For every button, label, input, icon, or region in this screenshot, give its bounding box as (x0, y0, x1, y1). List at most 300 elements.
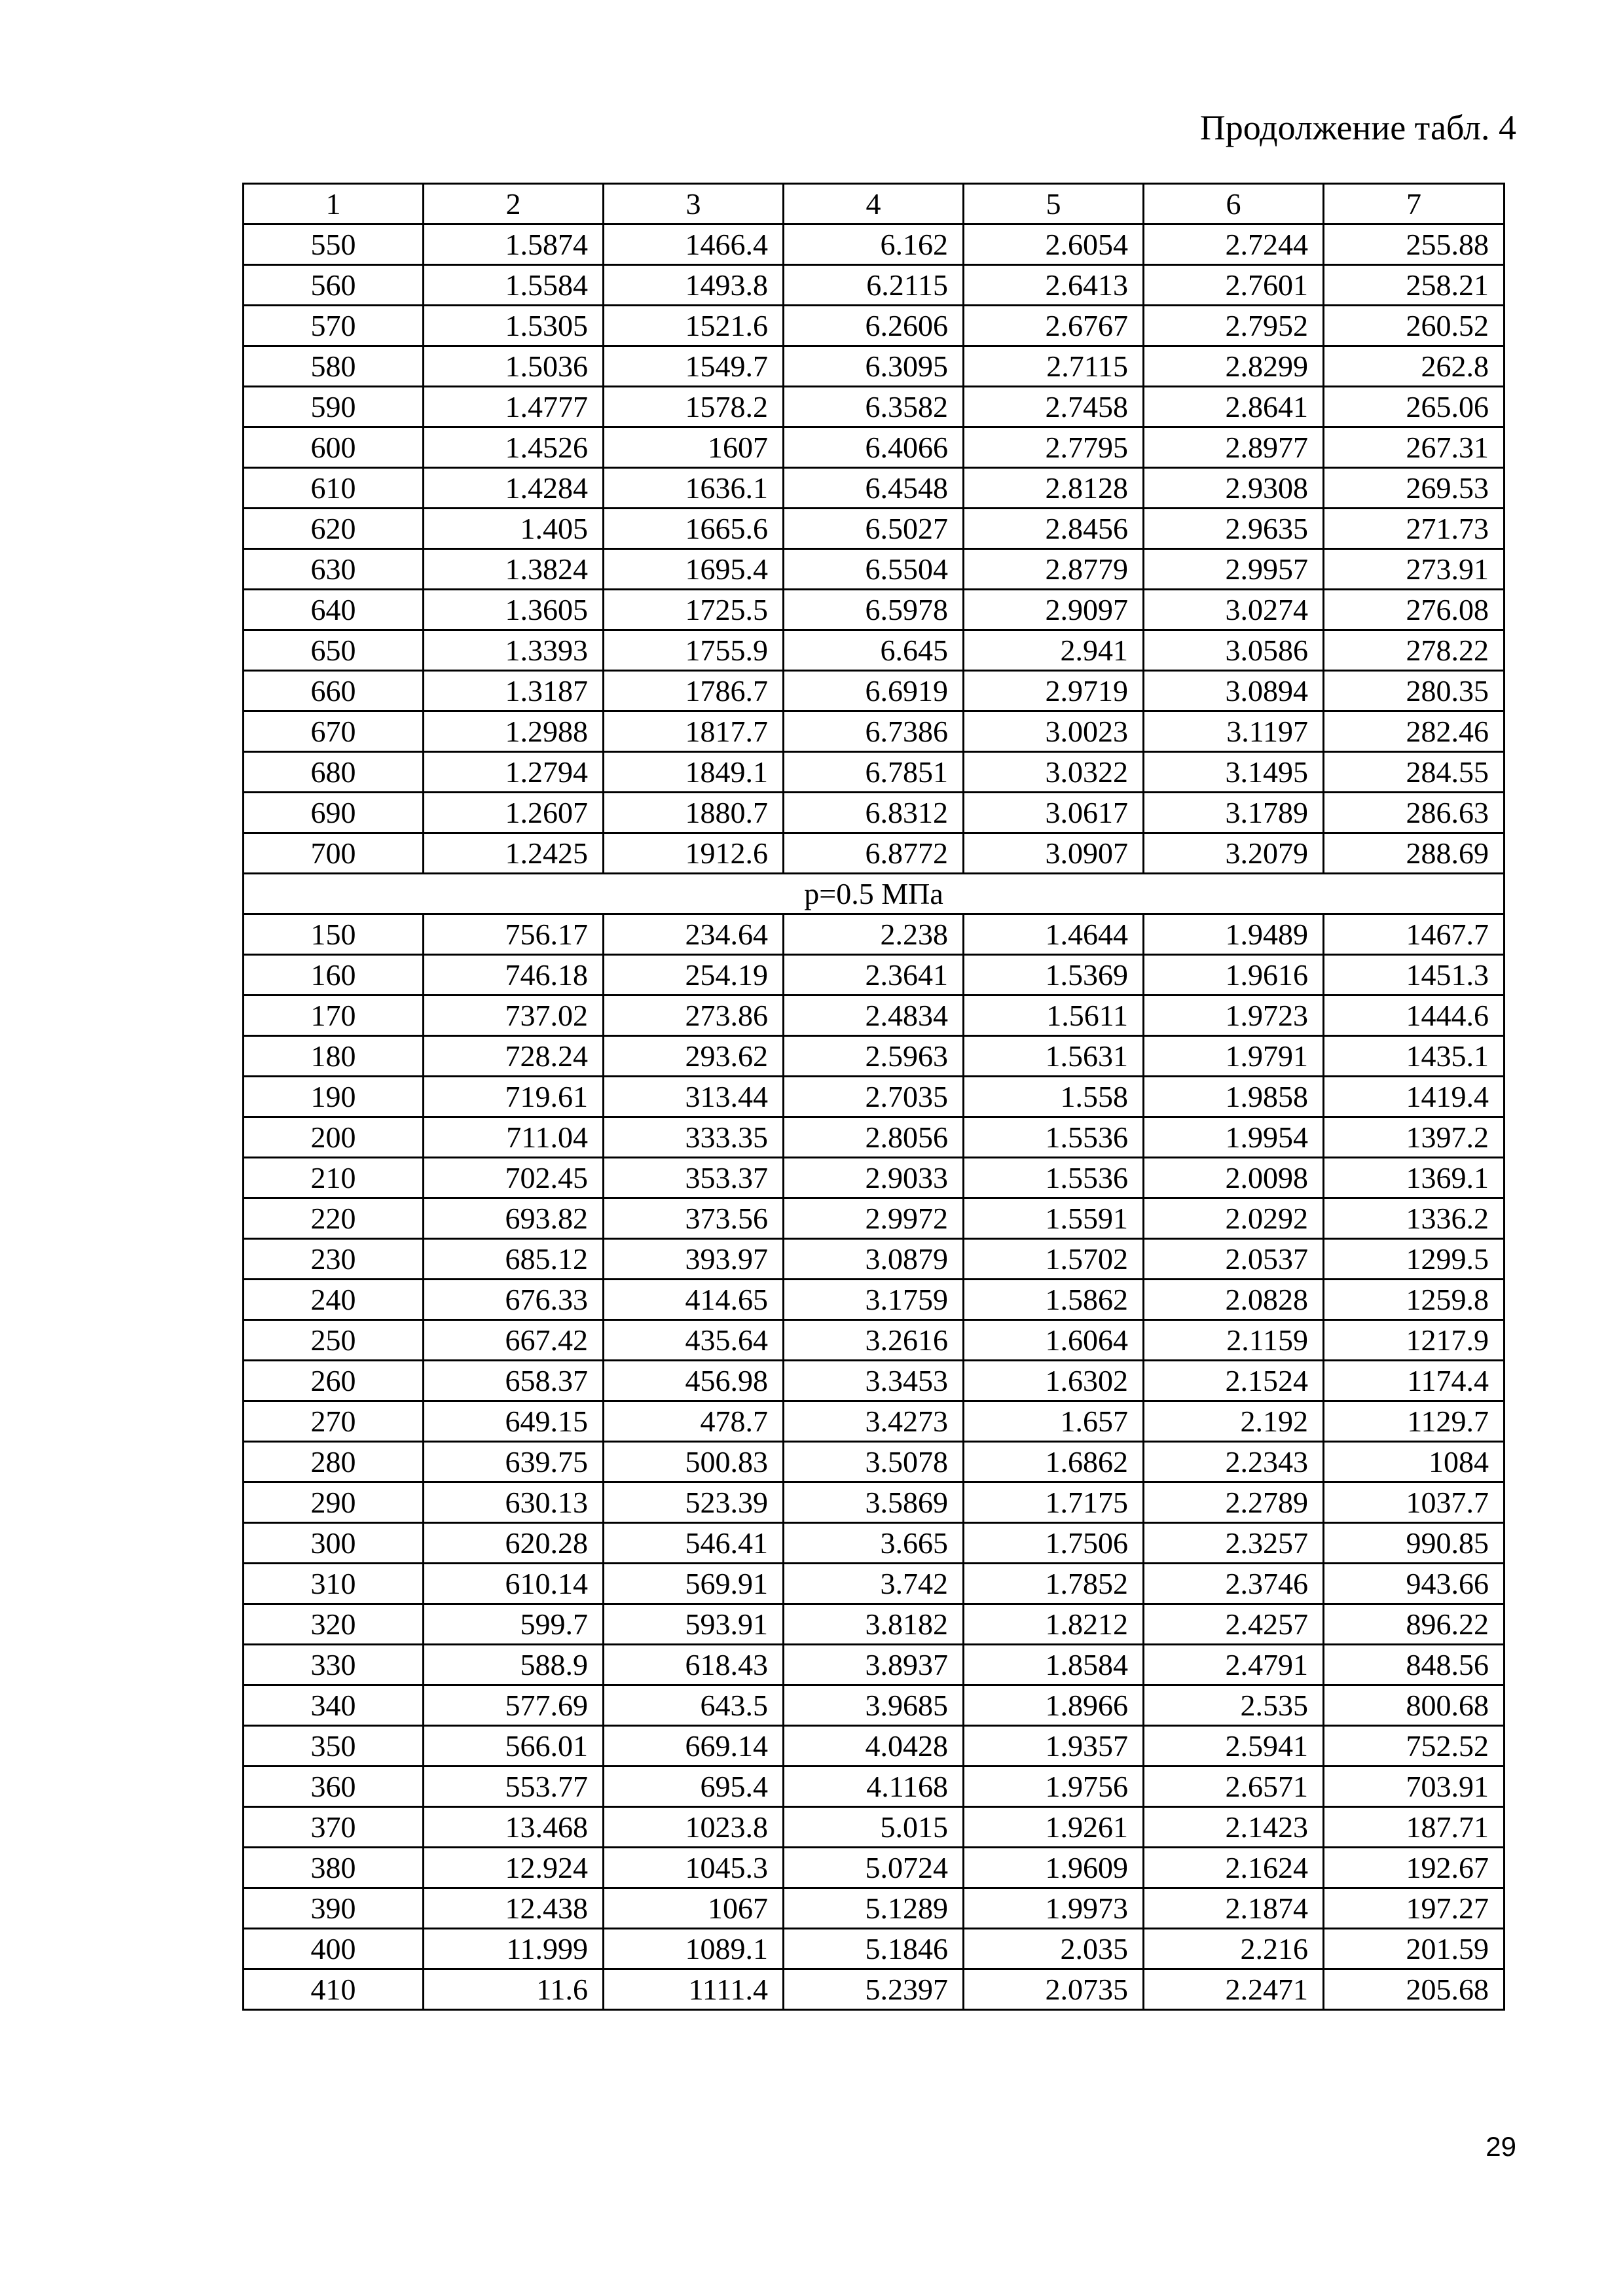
table-cell: 380 (244, 1848, 424, 1888)
table-cell: 240 (244, 1280, 424, 1320)
table-cell: 1111.4 (604, 1969, 784, 2010)
table-row (244, 387, 1504, 427)
table-cell: 11.999 (424, 1929, 604, 1969)
table-cell: 230 (244, 1239, 424, 1280)
table-cell: 234.64 (604, 914, 784, 955)
table-cell: 1.8966 (964, 1685, 1144, 1726)
table-cell: 588.9 (424, 1645, 604, 1685)
table-cell: 570 (244, 306, 424, 346)
table-cell: 393.97 (604, 1239, 784, 1280)
table-cell: 1.2794 (424, 752, 604, 793)
table-cell: 180 (244, 1036, 424, 1077)
table-cell: 566.01 (424, 1726, 604, 1767)
table-cell: 2.8456 (964, 509, 1144, 549)
table-cell: 1817.7 (604, 711, 784, 752)
table-cell: 2.2471 (1144, 1969, 1324, 2010)
table-cell: 4.0428 (784, 1726, 964, 1767)
table-cell: 2.7601 (1144, 265, 1324, 306)
table-row (244, 1198, 1504, 1239)
table-cell: 3.0879 (784, 1239, 964, 1280)
table-cell: 210 (244, 1158, 424, 1198)
table-cell: 13.468 (424, 1807, 604, 1848)
table-cell: 3.5869 (784, 1482, 964, 1523)
table-cell: 1.7175 (964, 1482, 1144, 1523)
table-cell: 690 (244, 793, 424, 833)
table-cell: 1369.1 (1324, 1158, 1504, 1198)
table-row (244, 427, 1504, 468)
table-cell: 270 (244, 1401, 424, 1442)
table-cell: 1695.4 (604, 549, 784, 590)
data-table (242, 183, 1505, 2011)
table-cell: 353.37 (604, 1158, 784, 1198)
table-cell: 2.7952 (1144, 306, 1324, 346)
table-cell: 848.56 (1324, 1645, 1504, 1685)
table-row (244, 711, 1504, 752)
table-cell: 265.06 (1324, 387, 1504, 427)
table-cell: 800.68 (1324, 1685, 1504, 1726)
table-cell: 590 (244, 387, 424, 427)
table-cell: 187.71 (1324, 1807, 1504, 1848)
table-cell: 1466.4 (604, 224, 784, 265)
table-cell: 2.0537 (1144, 1239, 1324, 1280)
table-cell: 333.35 (604, 1117, 784, 1158)
table-cell: 4.1168 (784, 1767, 964, 1807)
table-cell: 1.9791 (1144, 1036, 1324, 1077)
table-cell: 1912.6 (604, 833, 784, 874)
table-cell: 5.1846 (784, 1929, 964, 1969)
table-cell: 896.22 (1324, 1604, 1504, 1645)
table-cell: 6.5027 (784, 509, 964, 549)
table-cell: 258.21 (1324, 265, 1504, 306)
table-cell: 340 (244, 1685, 424, 1726)
table-cell: 1.6302 (964, 1361, 1144, 1401)
table-cell: 1299.5 (1324, 1239, 1504, 1280)
table-cell: 650 (244, 630, 424, 671)
table-cell: 3.8937 (784, 1645, 964, 1685)
table-cell: 599.7 (424, 1604, 604, 1645)
table-cell: 1880.7 (604, 793, 784, 833)
table-cell: 5.0724 (784, 1848, 964, 1888)
table-row (244, 1482, 1504, 1523)
table-cell: 2.1524 (1144, 1361, 1324, 1401)
table-cell: 3.8182 (784, 1604, 964, 1645)
table-cell: 2.4791 (1144, 1645, 1324, 1685)
table-cell: 1259.8 (1324, 1280, 1504, 1320)
table-cell: 3.0023 (964, 711, 1144, 752)
table-cell: 2.7458 (964, 387, 1144, 427)
table-cell: 6.3095 (784, 346, 964, 387)
table-cell: 280 (244, 1442, 424, 1482)
table-row (244, 1361, 1504, 1401)
table-cell: 3.742 (784, 1564, 964, 1604)
table-cell: 6.8772 (784, 833, 964, 874)
page-number: 29 (1486, 2131, 1516, 2162)
table-cell: 1.8584 (964, 1645, 1144, 1685)
table-cell: 6 (1144, 184, 1324, 224)
table-cell: 6.2115 (784, 265, 964, 306)
table-cell: 703.91 (1324, 1767, 1504, 1807)
table-cell: 3.0322 (964, 752, 1144, 793)
table-cell: 1.7506 (964, 1523, 1144, 1564)
table-cell: 1.6862 (964, 1442, 1144, 1482)
table-cell: 640 (244, 590, 424, 630)
table-cell: 752.52 (1324, 1726, 1504, 1767)
table-cell: 1.5584 (424, 265, 604, 306)
table-cell: 610.14 (424, 1564, 604, 1604)
pressure-section-label: p=0.5 МПа (244, 874, 1504, 914)
table-cell: 192.67 (1324, 1848, 1504, 1888)
table-cell: 700 (244, 833, 424, 874)
table-cell: 1 (244, 184, 424, 224)
table-cell: 360 (244, 1767, 424, 1807)
table-cell: 1.5536 (964, 1117, 1144, 1158)
table-cell: 288.69 (1324, 833, 1504, 874)
table-cell: 1.9616 (1144, 955, 1324, 996)
table-cell: 1549.7 (604, 346, 784, 387)
table-cell: 150 (244, 914, 424, 955)
table-cell: 610 (244, 468, 424, 509)
table-cell: 1.405 (424, 509, 604, 549)
table-cell: 6.3582 (784, 387, 964, 427)
table-cell: 1419.4 (1324, 1077, 1504, 1117)
table-row (244, 752, 1504, 793)
table-cell: 693.82 (424, 1198, 604, 1239)
table-cell: 500.83 (604, 1442, 784, 1482)
table-cell: 2.0098 (1144, 1158, 1324, 1198)
table-cell: 1217.9 (1324, 1320, 1504, 1361)
table-cell: 1.2425 (424, 833, 604, 874)
table-cell: 1.5036 (424, 346, 604, 387)
table-cell: 2.9972 (784, 1198, 964, 1239)
table-cell: 2.7244 (1144, 224, 1324, 265)
table-cell: 2.6413 (964, 265, 1144, 306)
table-cell: 197.27 (1324, 1888, 1504, 1929)
table-cell: 1755.9 (604, 630, 784, 671)
table-cell: 2.4257 (1144, 1604, 1324, 1645)
table-cell: 12.438 (424, 1888, 604, 1929)
table-row (244, 1564, 1504, 1604)
table-cell: 2.1159 (1144, 1320, 1324, 1361)
table-cell: 1.5874 (424, 224, 604, 265)
table-row (244, 1929, 1504, 1969)
table-cell: 1.3824 (424, 549, 604, 590)
table-cell: 3.3453 (784, 1361, 964, 1401)
table-row (244, 1320, 1504, 1361)
table-header-row (244, 184, 1504, 224)
table-cell: 2.216 (1144, 1929, 1324, 1969)
table-cell: 630.13 (424, 1482, 604, 1523)
table-cell: 2.8977 (1144, 427, 1324, 468)
table-cell: 3.665 (784, 1523, 964, 1564)
table-row (244, 1523, 1504, 1564)
table-cell: 1.4526 (424, 427, 604, 468)
table-cell: 667.42 (424, 1320, 604, 1361)
table-body (244, 184, 1504, 2010)
table-row (244, 549, 1504, 590)
table-cell: 1089.1 (604, 1929, 784, 1969)
table-cell: 600 (244, 427, 424, 468)
table-cell: 1607 (604, 427, 784, 468)
table-cell: 5.015 (784, 1807, 964, 1848)
table-cell: 593.91 (604, 1604, 784, 1645)
table-cell: 3.1495 (1144, 752, 1324, 793)
table-cell: 3.5078 (784, 1442, 964, 1482)
table-cell: 2.0292 (1144, 1198, 1324, 1239)
table-row (244, 1685, 1504, 1726)
table-row (244, 1807, 1504, 1848)
table-cell: 1849.1 (604, 752, 784, 793)
table-row (244, 1158, 1504, 1198)
table-cell: 1045.3 (604, 1848, 784, 1888)
table-cell: 6.4066 (784, 427, 964, 468)
table-cell: 2.9957 (1144, 549, 1324, 590)
table-cell: 435.64 (604, 1320, 784, 1361)
table-row (244, 1077, 1504, 1117)
table-cell: 6.7851 (784, 752, 964, 793)
table-cell: 373.56 (604, 1198, 784, 1239)
table-cell: 2.192 (1144, 1401, 1324, 1442)
table-cell: 3.0274 (1144, 590, 1324, 630)
table-cell: 1578.2 (604, 387, 784, 427)
table-cell: 390 (244, 1888, 424, 1929)
table-cell: 695.4 (604, 1767, 784, 1807)
table-row (244, 265, 1504, 306)
table-cell: 2.941 (964, 630, 1144, 671)
table-cell: 1174.4 (1324, 1361, 1504, 1401)
table-cell: 639.75 (424, 1442, 604, 1482)
table-cell: 2.9635 (1144, 509, 1324, 549)
table-cell: 719.61 (424, 1077, 604, 1117)
table-cell: 680 (244, 752, 424, 793)
table-cell: 649.15 (424, 1401, 604, 1442)
table-row (244, 1645, 1504, 1685)
table-cell: 669.14 (604, 1726, 784, 1767)
table-cell: 1067 (604, 1888, 784, 1929)
table-cell: 1.5305 (424, 306, 604, 346)
table-row (244, 1888, 1504, 1929)
table-cell: 2.2343 (1144, 1442, 1324, 1482)
table-cell: 250 (244, 1320, 424, 1361)
table-cell: 569.91 (604, 1564, 784, 1604)
table-cell: 267.31 (1324, 427, 1504, 468)
table-cell: 1.9489 (1144, 914, 1324, 955)
table-row (244, 1036, 1504, 1077)
table-cell: 630 (244, 549, 424, 590)
table-cell: 1.4777 (424, 387, 604, 427)
table-cell: 3.0907 (964, 833, 1144, 874)
table-cell: 1.5536 (964, 1158, 1144, 1198)
table-cell: 3.1197 (1144, 711, 1324, 752)
table-cell: 284.55 (1324, 752, 1504, 793)
table-cell: 1084 (1324, 1442, 1504, 1482)
table-cell: 260 (244, 1361, 424, 1401)
table-cell: 410 (244, 1969, 424, 2010)
table-cell: 2.238 (784, 914, 964, 955)
table-cell: 2.9719 (964, 671, 1144, 711)
table-cell: 300 (244, 1523, 424, 1564)
table-cell: 702.45 (424, 1158, 604, 1198)
table-cell: 5.2397 (784, 1969, 964, 2010)
table-cell: 478.7 (604, 1401, 784, 1442)
table-cell: 2.1874 (1144, 1888, 1324, 1929)
table-cell: 1129.7 (1324, 1401, 1504, 1442)
table-cell: 456.98 (604, 1361, 784, 1401)
table-cell: 1.5369 (964, 955, 1144, 996)
table-cell: 746.18 (424, 955, 604, 996)
table-cell: 1.5631 (964, 1036, 1144, 1077)
table-cell: 254.19 (604, 955, 784, 996)
table-cell: 6.2606 (784, 306, 964, 346)
table-cell: 1.3605 (424, 590, 604, 630)
table-cell: 201.59 (1324, 1929, 1504, 1969)
table-cell: 728.24 (424, 1036, 604, 1077)
table-cell: 2.5941 (1144, 1726, 1324, 1767)
table-cell: 1451.3 (1324, 955, 1504, 996)
table-row (244, 1401, 1504, 1442)
table-cell: 1.657 (964, 1401, 1144, 1442)
table-cell: 553.77 (424, 1767, 604, 1807)
table-cell: 2.6767 (964, 306, 1144, 346)
table-cell: 5.1289 (784, 1888, 964, 1929)
table-cell: 1.7852 (964, 1564, 1144, 1604)
table-cell: 1.9609 (964, 1848, 1144, 1888)
table-row (244, 1117, 1504, 1158)
table-cell: 1467.7 (1324, 914, 1504, 955)
table-cell: 6.5504 (784, 549, 964, 590)
table-cell: 293.62 (604, 1036, 784, 1077)
table-cell: 3.1759 (784, 1280, 964, 1320)
table-cell: 2.8779 (964, 549, 1144, 590)
table-cell: 1.2607 (424, 793, 604, 833)
table-cell: 170 (244, 996, 424, 1036)
table-cell: 2.5963 (784, 1036, 964, 1077)
table-cell: 1.4644 (964, 914, 1144, 955)
table-cell: 660 (244, 671, 424, 711)
table-cell: 280.35 (1324, 671, 1504, 711)
table-cell: 255.88 (1324, 224, 1504, 265)
table-row (244, 914, 1504, 955)
table-row (244, 1767, 1504, 1807)
table-cell: 2.3641 (784, 955, 964, 996)
table-cell: 2.6571 (1144, 1767, 1324, 1807)
table-cell: 658.37 (424, 1361, 604, 1401)
table-cell: 313.44 (604, 1077, 784, 1117)
table-cell: 2.9308 (1144, 468, 1324, 509)
table-row (244, 1969, 1504, 2010)
table-cell: 2.1624 (1144, 1848, 1324, 1888)
table-cell: 1444.6 (1324, 996, 1504, 1036)
table-cell: 273.91 (1324, 549, 1504, 590)
table-cell: 276.08 (1324, 590, 1504, 630)
table-cell: 620.28 (424, 1523, 604, 1564)
table-row (244, 1442, 1504, 1482)
table-cell: 580 (244, 346, 424, 387)
table-cell: 5 (964, 184, 1144, 224)
table-cell: 1.8212 (964, 1604, 1144, 1645)
table-cell: 290 (244, 1482, 424, 1523)
table-cell: 1.5591 (964, 1198, 1144, 1239)
table-cell: 990.85 (1324, 1523, 1504, 1564)
table-cell: 1665.6 (604, 509, 784, 549)
table-cell: 1.5611 (964, 996, 1144, 1036)
table-cell: 1.558 (964, 1077, 1144, 1117)
table-row (244, 671, 1504, 711)
table-cell: 2.0735 (964, 1969, 1144, 2010)
table-cell: 577.69 (424, 1685, 604, 1726)
table-cell: 2.7035 (784, 1077, 964, 1117)
table-cell: 1636.1 (604, 468, 784, 509)
table-cell: 160 (244, 955, 424, 996)
table-cell: 2.7795 (964, 427, 1144, 468)
table-cell: 1.9357 (964, 1726, 1144, 1767)
table-row (244, 833, 1504, 874)
table-row (244, 468, 1504, 509)
table-row (244, 590, 1504, 630)
table-cell: 1.3393 (424, 630, 604, 671)
table-cell: 1336.2 (1324, 1198, 1504, 1239)
table-cell: 2.9033 (784, 1158, 964, 1198)
table-cell: 1521.6 (604, 306, 784, 346)
table-cell: 190 (244, 1077, 424, 1117)
table-row (244, 306, 1504, 346)
table-cell: 1786.7 (604, 671, 784, 711)
table-cell: 282.46 (1324, 711, 1504, 752)
table-continuation-caption: Продолжение табл. 4 (1199, 108, 1516, 147)
table-cell: 269.53 (1324, 468, 1504, 509)
table-cell: 2 (424, 184, 604, 224)
table-cell: 3.2616 (784, 1320, 964, 1361)
table-cell: 618.43 (604, 1645, 784, 1685)
table-cell: 11.6 (424, 1969, 604, 2010)
table-cell: 3.9685 (784, 1685, 964, 1726)
table-cell: 1.9954 (1144, 1117, 1324, 1158)
table-cell: 6.645 (784, 630, 964, 671)
table-row (244, 1604, 1504, 1645)
table-cell: 286.63 (1324, 793, 1504, 833)
table-row (244, 1726, 1504, 1767)
table-row (244, 1239, 1504, 1280)
table-cell: 1.5702 (964, 1239, 1144, 1280)
table-cell: 3.4273 (784, 1401, 964, 1442)
table-cell: 670 (244, 711, 424, 752)
table-cell: 2.8128 (964, 468, 1144, 509)
table-cell: 2.6054 (964, 224, 1144, 265)
table-cell: 2.7115 (964, 346, 1144, 387)
table-row (244, 1280, 1504, 1320)
table-cell: 1435.1 (1324, 1036, 1504, 1077)
table-cell: 2.8299 (1144, 346, 1324, 387)
table-cell: 2.0828 (1144, 1280, 1324, 1320)
table-cell: 260.52 (1324, 306, 1504, 346)
table-cell: 1.6064 (964, 1320, 1144, 1361)
table-cell: 4 (784, 184, 964, 224)
table-cell: 400 (244, 1929, 424, 1969)
table-cell: 756.17 (424, 914, 604, 955)
table-cell: 370 (244, 1807, 424, 1848)
table-cell: 3 (604, 184, 784, 224)
table-cell: 685.12 (424, 1239, 604, 1280)
table-row (244, 996, 1504, 1036)
table-cell: 1.9723 (1144, 996, 1324, 1036)
table-cell: 330 (244, 1645, 424, 1685)
table-cell: 271.73 (1324, 509, 1504, 549)
table-cell: 12.924 (424, 1848, 604, 1888)
table-cell: 546.41 (604, 1523, 784, 1564)
table-cell: 220 (244, 1198, 424, 1239)
table-cell: 3.1789 (1144, 793, 1324, 833)
table-cell: 2.3257 (1144, 1523, 1324, 1564)
table-cell: 620 (244, 509, 424, 549)
